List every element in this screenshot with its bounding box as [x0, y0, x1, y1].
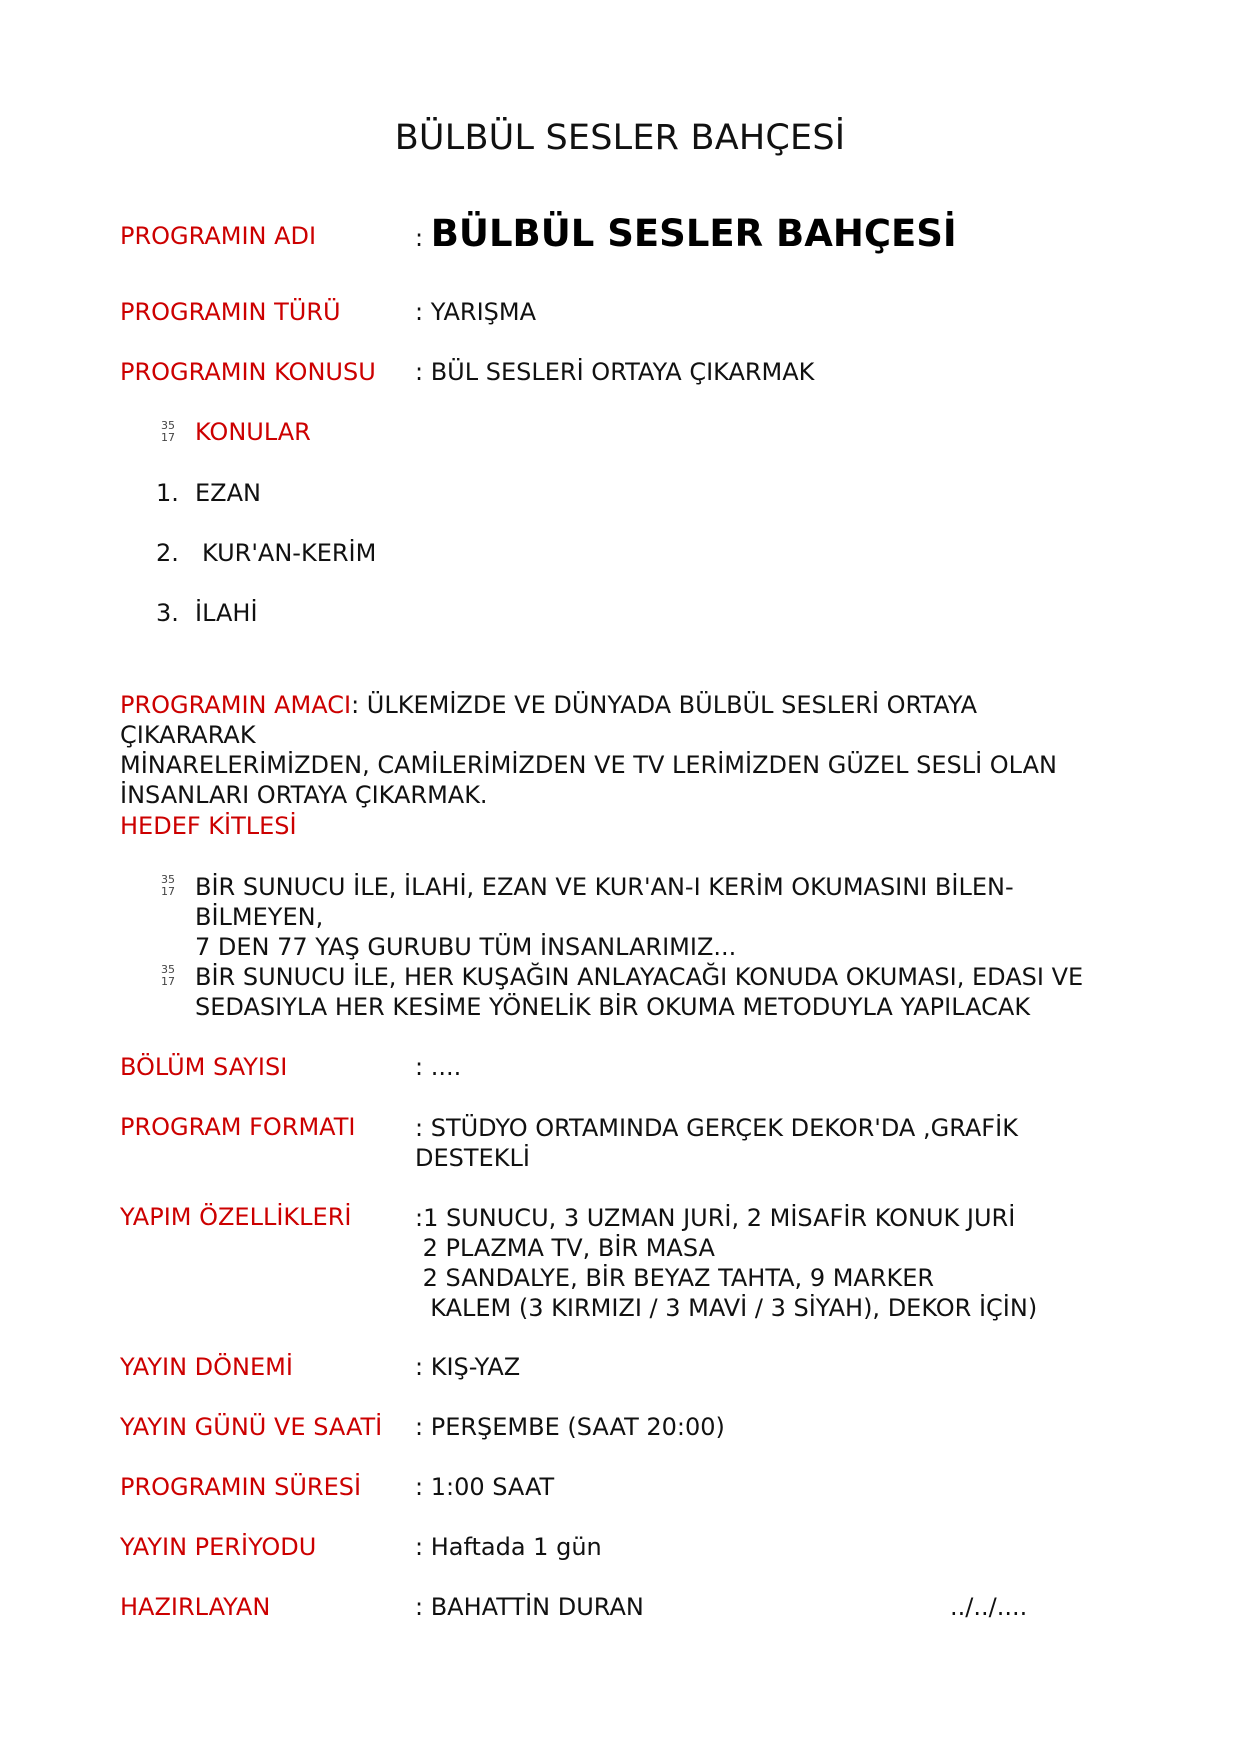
program-subject-label: PROGRAMIN KONUSU — [120, 358, 376, 386]
production-features-line: 2 PLAZMA TV, BİR MASA — [415, 1234, 715, 1262]
episode-count-value: : .... — [415, 1053, 462, 1081]
program-name-label: PROGRAMIN ADI — [120, 222, 317, 250]
topic-number: 3. — [156, 599, 179, 627]
audience-item-line: BİR SUNUCU İLE, İLAHİ, EZAN VE KUR'AN-I KERİM OKUMASINI BİLEN-BİLMEYEN, — [195, 873, 1014, 931]
program-format-line: : STÜDYO ORTAMINDA GERÇEK DEKOR'DA ,GRAFİK — [415, 1114, 1018, 1142]
audience-item-line: BİR SUNUCU İLE, HER KUŞAĞIN ANLAYACAĞI KONUDA OKUMASI, EDASI VE — [195, 963, 1084, 991]
topic-item: İLAHİ — [195, 599, 258, 627]
program-purpose — [120, 690, 1120, 810]
audience-item — [195, 962, 1125, 1022]
broadcast-frequency-label: YAYIN PERİYODU — [120, 1533, 317, 1561]
broadcast-period-label: YAYIN DÖNEMİ — [120, 1353, 293, 1381]
program-purpose-line: İNSANLARI ORTAYA ÇIKARMAK. — [120, 781, 488, 809]
program-duration-value: : 1:00 SAAT — [415, 1473, 555, 1501]
broadcast-day-time-value: : PERŞEMBE (SAAT 20:00) — [415, 1413, 725, 1441]
program-format-label: PROGRAM FORMATI — [120, 1113, 356, 1141]
topic-item: EZAN — [195, 479, 261, 507]
production-features-line: :1 SUNUCU, 3 UZMAN JURİ, 2 MİSAFİR KONUK JURİ — [415, 1204, 1016, 1232]
episode-count-label: BÖLÜM SAYISI — [120, 1053, 288, 1081]
program-duration-label: PROGRAMIN SÜRESİ — [120, 1473, 362, 1501]
production-features-line: 2 SANDALYE, BİR BEYAZ TAHTA, 9 MARKER — [415, 1264, 935, 1292]
date-placeholder: ../../.... — [950, 1593, 1028, 1621]
program-purpose-line: MİNARELERİMİZDEN, CAMİLERİMİZDEN VE TV LERİMİZDEN GÜZEL SESLİ OLAN — [120, 751, 1057, 779]
target-audience-label: HEDEF KİTLESİ — [120, 812, 297, 840]
program-purpose-line: : ÜLKEMİZDE VE DÜNYADA BÜLBÜL SESLERİ ORTAYA ÇIKARARAK — [120, 691, 978, 749]
topic-item: KUR'AN-KERİM — [202, 539, 377, 567]
program-subject-value: : BÜL SESLERİ ORTAYA ÇIKARMAK — [415, 358, 815, 386]
broadcast-period-value: : KIŞ-YAZ — [415, 1353, 521, 1381]
production-features-label: YAPIM ÖZELLİKLERİ — [120, 1203, 352, 1231]
program-type-label: PROGRAMIN TÜRÜ — [120, 298, 341, 326]
audience-bullet-icon: 35 17 — [161, 963, 175, 988]
prepared-by-value: : BAHATTİN DURAN — [415, 1593, 644, 1621]
document-title: BÜLBÜL SESLER BAHÇESİ — [394, 118, 846, 158]
production-features-line: KALEM (3 KIRMIZI / 3 MAVİ / 3 SİYAH), DEKOR İÇİN) — [415, 1294, 1038, 1322]
program-name-text: BÜLBÜL SESLER BAHÇESİ — [430, 212, 957, 255]
topics-bullet-icon: 35 17 — [161, 419, 175, 444]
program-name-value — [415, 212, 957, 255]
program-format-line: DESTEKLİ — [415, 1144, 530, 1172]
broadcast-day-time-label: YAYIN GÜNÜ VE SAATİ — [120, 1413, 383, 1441]
topics-label: KONULAR — [195, 418, 311, 446]
audience-item-line: SEDASIYLA HER KESİME YÖNELİK BİR OKUMA METODUYLA YAPILACAK — [195, 993, 1031, 1021]
audience-item — [195, 872, 1125, 962]
program-purpose-label: PROGRAMIN AMACI — [120, 691, 352, 719]
topic-number: 1. — [156, 479, 179, 507]
prepared-by-label: HAZIRLAYAN — [120, 1593, 271, 1621]
program-type-value: : YARIŞMA — [415, 298, 537, 326]
program-format-value — [415, 1113, 1135, 1173]
broadcast-frequency-value: : Haftada 1 gün — [415, 1533, 602, 1561]
topic-number: 2. — [156, 539, 179, 567]
production-features-value — [415, 1203, 1135, 1323]
audience-item-line: 7 DEN 77 YAŞ GURUBU TÜM İNSANLARIMIZ... — [195, 933, 737, 961]
audience-bullet-icon: 35 17 — [161, 873, 175, 898]
program-name-colon: : — [415, 224, 424, 252]
